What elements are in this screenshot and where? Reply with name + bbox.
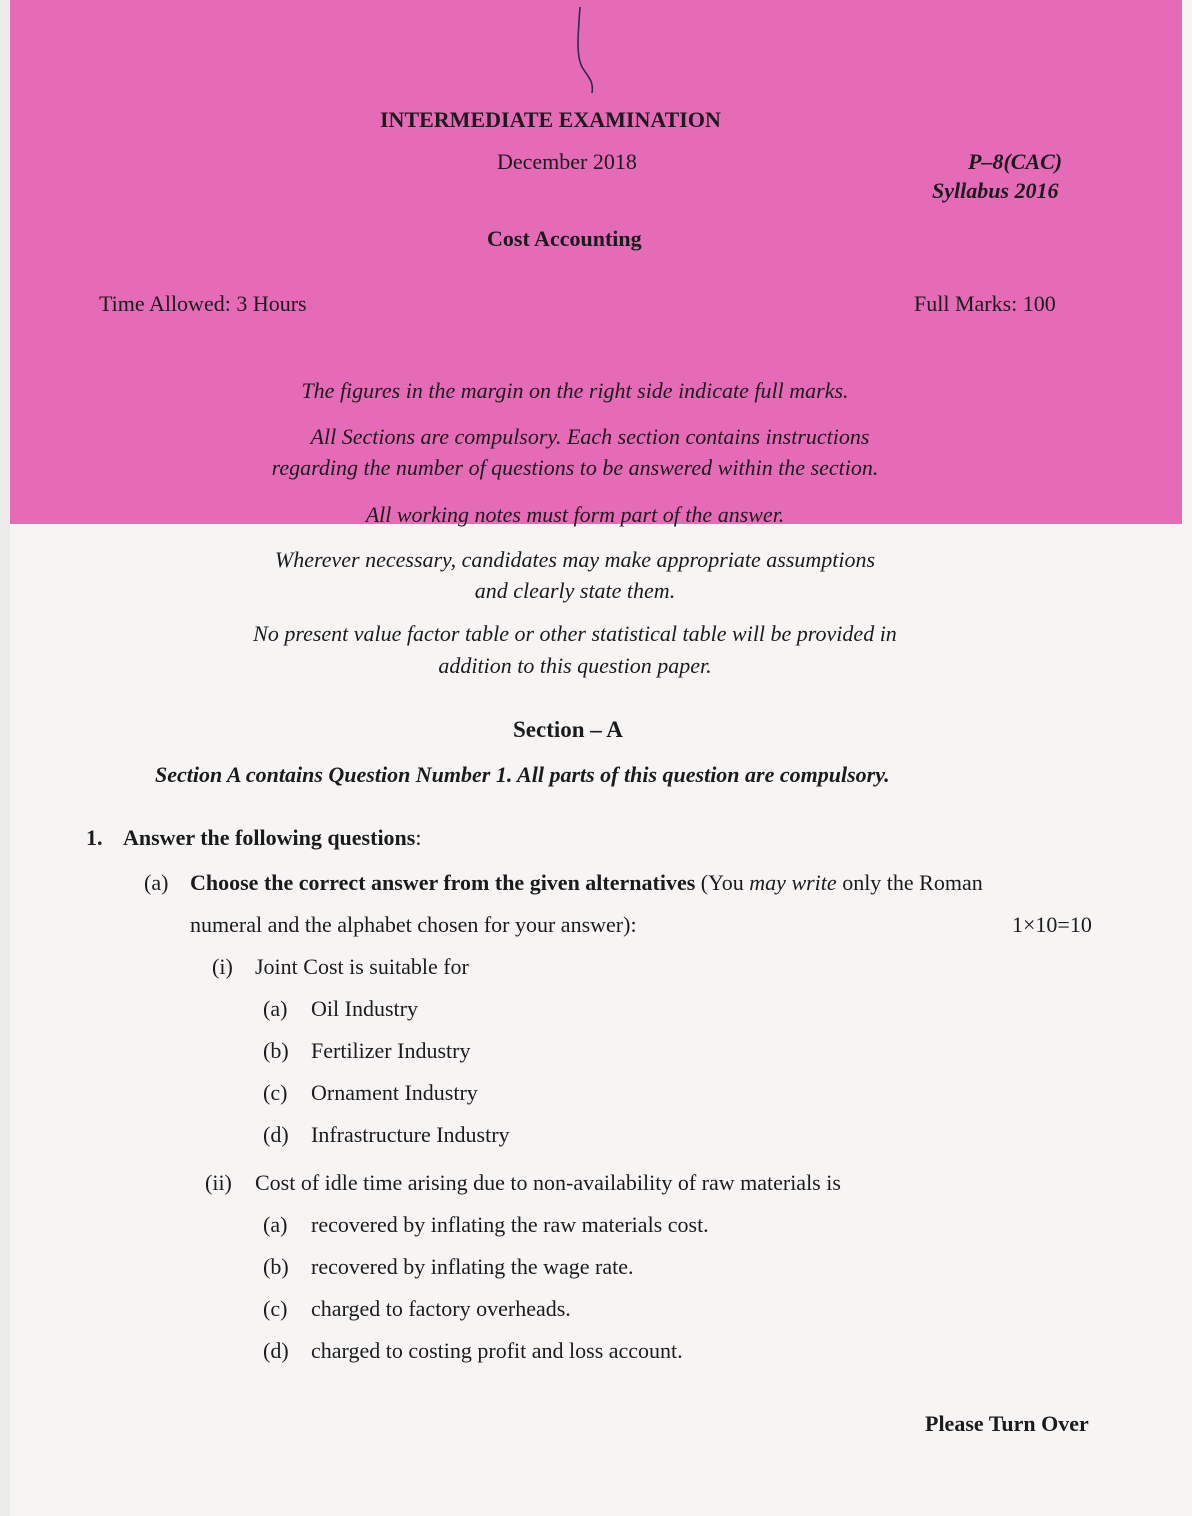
syllabus: Syllabus 2016 <box>932 178 1059 203</box>
part-a-line1 <box>190 870 983 896</box>
option-label: (d) <box>263 1338 289 1363</box>
subquestion-text: Joint Cost is suitable for <box>255 954 469 979</box>
time-allowed: Time Allowed: 3 Hours <box>99 291 307 316</box>
option-text: charged to costing profit and loss account. <box>311 1338 683 1363</box>
question-prompt-text: Answer the following questions <box>123 825 416 850</box>
option-text: recovered by inflating the wage rate. <box>311 1254 634 1279</box>
part-a-text: may write <box>749 870 837 895</box>
part-label: (a) <box>144 870 169 895</box>
option-label: (b) <box>263 1038 289 1063</box>
instruction-line: and clearly state them. <box>474 578 676 603</box>
option-label: (a) <box>263 996 288 1021</box>
option-text: charged to factory overheads. <box>311 1296 571 1321</box>
instruction-line: addition to this question paper. <box>438 653 712 678</box>
option-label: (a) <box>263 1212 288 1237</box>
instruction-line: regarding the number of questions to be answered within the section. <box>271 455 879 480</box>
question-prompt: Answer the following questions: <box>123 825 422 850</box>
instruction-line: No present value factor table or other statistical table will be provided in <box>253 621 897 646</box>
exam-title: INTERMEDIATE EXAMINATION <box>380 107 721 132</box>
instruction-line: The figures in the margin on the right side indicate full marks. <box>301 378 849 403</box>
option-text: Oil Industry <box>311 996 418 1021</box>
exam-date: December 2018 <box>497 149 637 174</box>
section-description: Section A contains Question Number 1. All parts of this question are compulsory. <box>155 762 890 787</box>
part-a-marks: 1×10=10 <box>1012 912 1092 937</box>
paper-code: P–8(CAC) <box>968 149 1063 174</box>
subquestion-text: Cost of idle time arising due to non-availability of raw materials is <box>255 1170 841 1195</box>
subquestion-number: (i) <box>212 954 233 979</box>
please-turn-over: Please Turn Over <box>925 1411 1089 1436</box>
option-label: (b) <box>263 1254 289 1279</box>
part-a-text: (You <box>695 870 750 895</box>
section-heading: Section – A <box>513 717 623 742</box>
option-text: Infrastructure Industry <box>311 1122 510 1147</box>
option-text: Fertilizer Industry <box>311 1038 471 1063</box>
option-text: Ornament Industry <box>311 1080 478 1105</box>
pen-mark <box>568 5 608 95</box>
part-a-text: only the Roman <box>836 870 983 895</box>
instruction-line: All Sections are compulsory. Each section contains instructions <box>310 424 870 449</box>
option-label: (d) <box>263 1122 289 1147</box>
option-label: (c) <box>263 1080 288 1105</box>
part-a-line2: numeral and the alphabet chosen for your answer): <box>190 912 637 937</box>
instruction-line: All working notes must form part of the answer. <box>365 502 785 527</box>
option-label: (c) <box>263 1296 288 1321</box>
paper-edge <box>0 0 10 1516</box>
instruction-line: Wherever necessary, candidates may make appropriate assumptions <box>274 547 876 572</box>
question-number: 1. <box>86 825 103 850</box>
full-marks: Full Marks: 100 <box>914 291 1056 316</box>
part-a-instruction: Choose the correct answer from the given alternatives <box>190 870 696 895</box>
subject-title: Cost Accounting <box>487 226 642 251</box>
option-text: recovered by inflating the raw materials cost. <box>311 1212 709 1237</box>
subquestion-number: (ii) <box>205 1170 232 1195</box>
